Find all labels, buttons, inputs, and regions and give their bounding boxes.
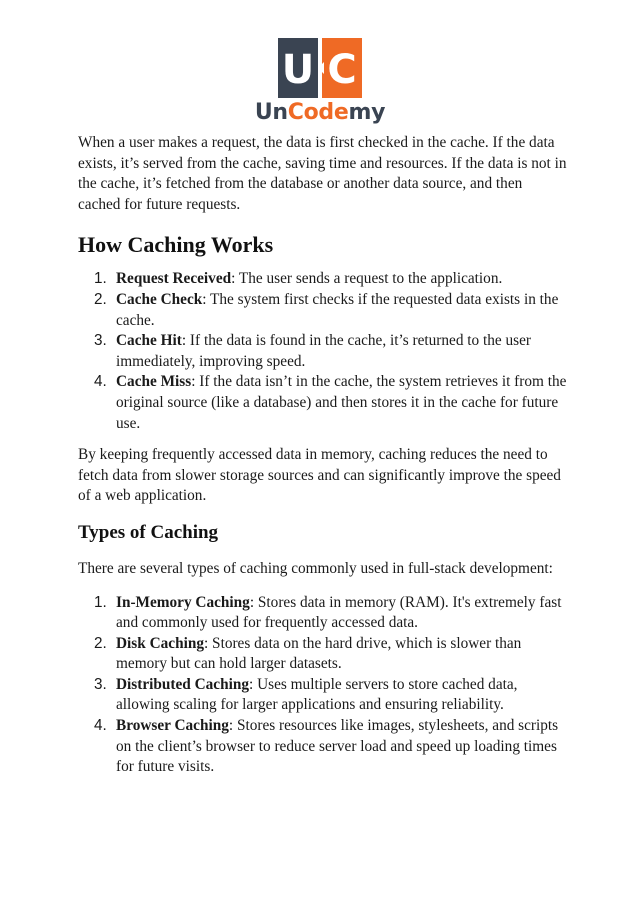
intro-paragraph: When a user makes a request, the data is first checked in the cache. If the data exists, it’s served from the cache, saving time and resources. If the data is not in the cache, it’s fetched from the database or another data source, and then cached for future requests.	[78, 134, 567, 213]
uncodemy-logo	[252, 38, 388, 130]
document-content	[78, 133, 568, 778]
list-item: 1. Request Received: The user sends a request to the application.	[94, 270, 503, 288]
caching-types-list	[78, 593, 568, 778]
list-item: 2. Cache Check: The system first checks if the requested data exists in the cache.	[94, 290, 559, 329]
logo-wordmark: UnCodemy	[254, 100, 386, 125]
list-item: 3. Distributed Caching: Uses multiple servers to store cached data, allowing scaling for larger applications and ensuring reliability.	[94, 675, 518, 714]
caching-steps-list	[78, 269, 568, 434]
uc-logo-mark	[278, 38, 362, 98]
list-item: 2. Disk Caching: Stores data on the hard drive, which is slower than memory but can hold larger datasets.	[94, 634, 522, 673]
types-of-caching-heading: Types of Caching	[78, 521, 219, 543]
list-item: 3. Cache Hit: If the data is found in the cache, it’s returned to the user immediately, improving speed.	[94, 332, 532, 370]
types-intro-paragraph: There are several types of caching commonly used in full-stack development:	[78, 559, 553, 577]
list-item: 4. Browser Caching: Stores resources like images, stylesheets, and scripts on the client’s browser to reduce server load and speed up loading times for future visits.	[94, 717, 559, 776]
list-item: 1. In-Memory Caching: Stores data in memory (RAM). It's extremely fast and commonly used for frequently accessed data.	[94, 593, 562, 632]
list-item: 4. Cache Miss: If the data isn’t in the cache, the system retrieves it from the original source (like a database) and then stores it in the cache for future use.	[94, 373, 567, 432]
how-caching-works-heading: How Caching Works	[78, 232, 274, 258]
logo-letter-c: C	[327, 47, 357, 93]
logo-letter-u: U	[281, 47, 315, 93]
caching-benefit-paragraph: By keeping frequently accessed data in memory, caching reduces the need to fetch data from slower storage sources and can significantly improve the speed of a web application.	[78, 446, 561, 505]
